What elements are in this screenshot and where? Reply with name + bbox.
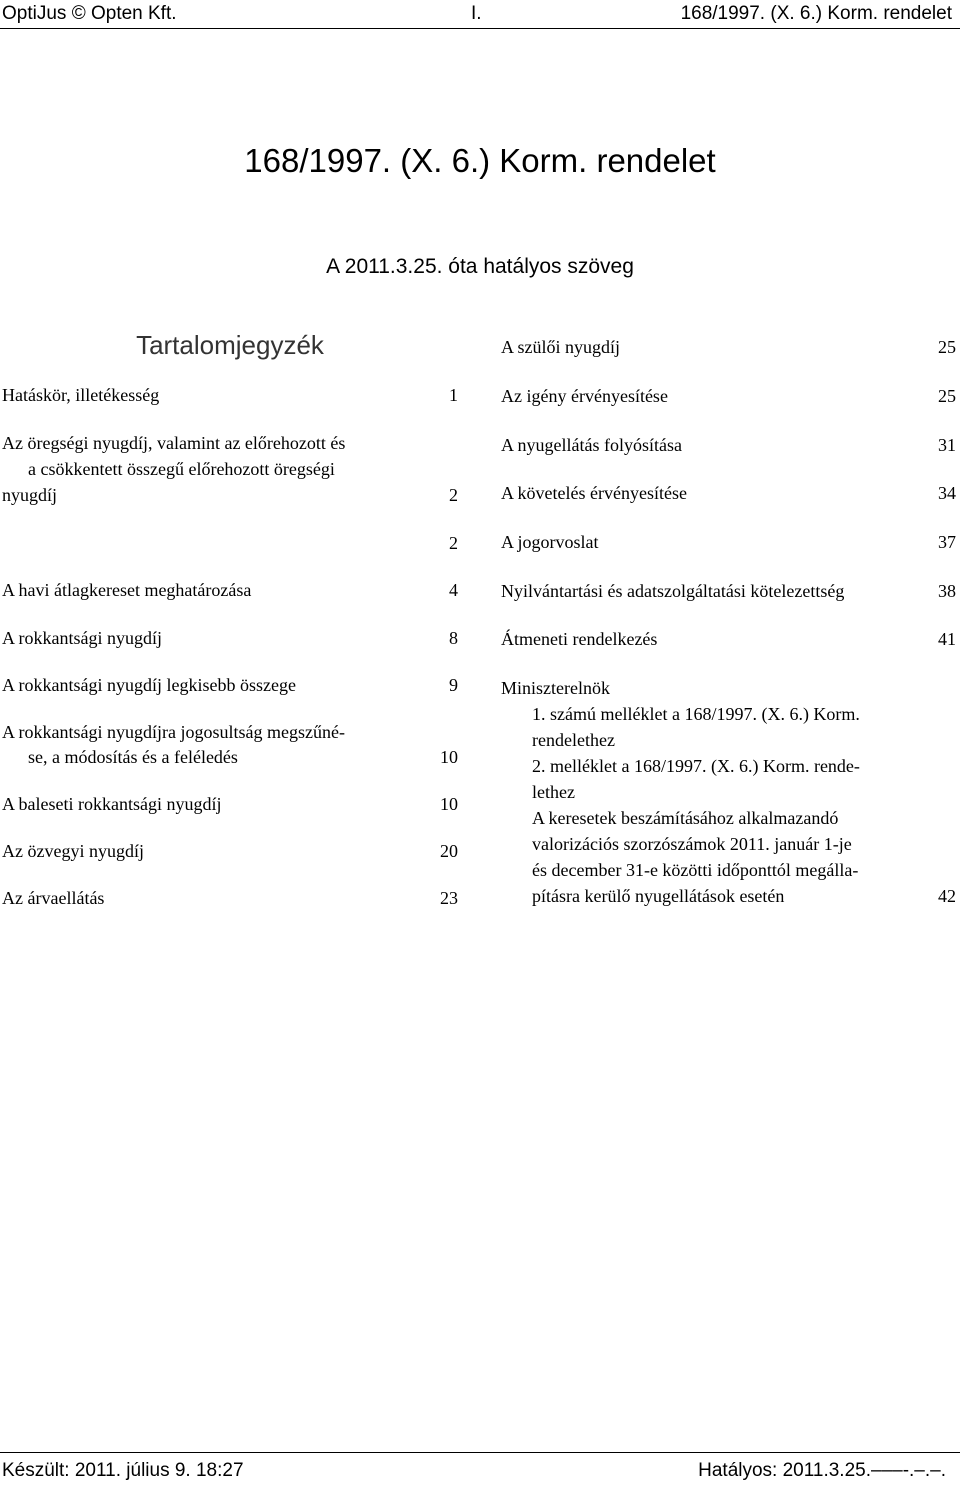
header-publisher: OptiJus © Opten Kft. bbox=[2, 3, 177, 24]
toc-entry-page: 9 bbox=[449, 675, 458, 695]
toc-entry-label: valorizációs szorzószámok 2011. január 1-je bbox=[532, 834, 852, 854]
toc-entry-label: a csökkentett összegű előrehozott öregségi bbox=[28, 459, 335, 479]
toc-entry-label: A rokkantsági nyugdíj bbox=[2, 628, 162, 648]
toc-entry-page: 25 bbox=[938, 386, 956, 406]
page-header bbox=[0, 0, 960, 29]
toc-entry-label: rendelethez bbox=[532, 730, 615, 750]
toc-entry-page: 1 bbox=[449, 385, 458, 405]
toc-entry-page: 31 bbox=[938, 435, 956, 455]
toc-entry-page: 23 bbox=[440, 888, 458, 908]
toc-entry-page: 4 bbox=[449, 580, 458, 600]
toc-entry-label: Az özvegyi nyugdíj bbox=[2, 841, 144, 861]
toc-entry-label: se, a módosítás és a feléledés bbox=[28, 747, 238, 767]
toc-entry-label: Átmeneti rendelkezés bbox=[501, 629, 658, 649]
toc-entry-page: 38 bbox=[938, 581, 956, 601]
footer-effective: Hatályos: 2011.3.25.–––-.–.–. bbox=[698, 1460, 946, 1481]
header-volume: I. bbox=[471, 3, 482, 24]
toc-entry-page: 42 bbox=[938, 886, 956, 906]
toc-entry-label: A baleseti rokkantsági nyugdíj bbox=[2, 794, 222, 814]
toc-entry-label: A rokkantsági nyugdíjra jogosultság megszűné- bbox=[2, 722, 345, 742]
toc-entry-label: Az árvaellátás bbox=[2, 888, 105, 908]
toc-heading: Tartalomjegyzék bbox=[136, 330, 324, 360]
toc-entry-label: A szülői nyugdíj bbox=[501, 337, 621, 357]
toc-entry-label: A nyugellátás folyósítása bbox=[501, 435, 682, 455]
toc-entry-label: 1. számú melléklet a 168/1997. (X. 6.) Korm. bbox=[532, 704, 860, 724]
document-title: 168/1997. (X. 6.) Korm. rendelet bbox=[244, 142, 716, 179]
toc-entry-page: 10 bbox=[440, 794, 458, 814]
toc-entry-label: és december 31-e közötti időponttól megálla- bbox=[532, 860, 859, 880]
toc-entry-page: 10 bbox=[440, 747, 458, 767]
document-subtitle: A 2011.3.25. óta hatályos szöveg bbox=[326, 255, 634, 278]
toc-entry-page: 20 bbox=[440, 841, 458, 861]
toc-entry-label: A rokkantsági nyugdíj legkisebb összege bbox=[2, 675, 296, 695]
toc-entry-label: A havi átlagkereset meghatározása bbox=[2, 580, 252, 600]
toc-entry-label: nyugdíj bbox=[2, 485, 58, 505]
toc-entry-page: 2 bbox=[449, 485, 458, 505]
toc-entry-label: A követelés érvényesítése bbox=[501, 483, 687, 503]
toc-entry-label: Hatáskör, illetékesség bbox=[2, 385, 160, 405]
page-footer bbox=[0, 1452, 960, 1485]
footer-generated: Készült: 2011. július 9. 18:27 bbox=[2, 1460, 244, 1481]
toc-entry-label: Nyilvántartási és adatszolgáltatási kötelezettség bbox=[501, 581, 845, 601]
toc-entry-page: 8 bbox=[449, 628, 458, 648]
toc-entry-page: 34 bbox=[938, 483, 956, 503]
toc-entry-label: A keresetek beszámításához alkalmazandó bbox=[532, 808, 839, 828]
toc-entry-page: 2 bbox=[449, 533, 458, 553]
toc-entry-label: A jogorvoslat bbox=[501, 532, 599, 552]
toc-entry-label: Az igény érvényesítése bbox=[501, 386, 668, 406]
toc-entry-page: 25 bbox=[938, 337, 956, 357]
header-document-ref: 168/1997. (X. 6.) Korm. rendelet bbox=[680, 3, 952, 24]
toc-entry-page: 41 bbox=[938, 629, 956, 649]
toc-entry-label: Az öregségi nyugdíj, valamint az előrehozott és bbox=[2, 433, 346, 453]
toc-entry-page: 37 bbox=[938, 532, 956, 552]
toc-entry-label: lethez bbox=[532, 782, 575, 802]
toc-entry-label: pításra kerülő nyugellátások esetén bbox=[532, 886, 785, 906]
toc-entry-label: 2. melléklet a 168/1997. (X. 6.) Korm. rende- bbox=[532, 756, 860, 776]
toc-entry-label: Miniszterelnök bbox=[501, 678, 610, 698]
